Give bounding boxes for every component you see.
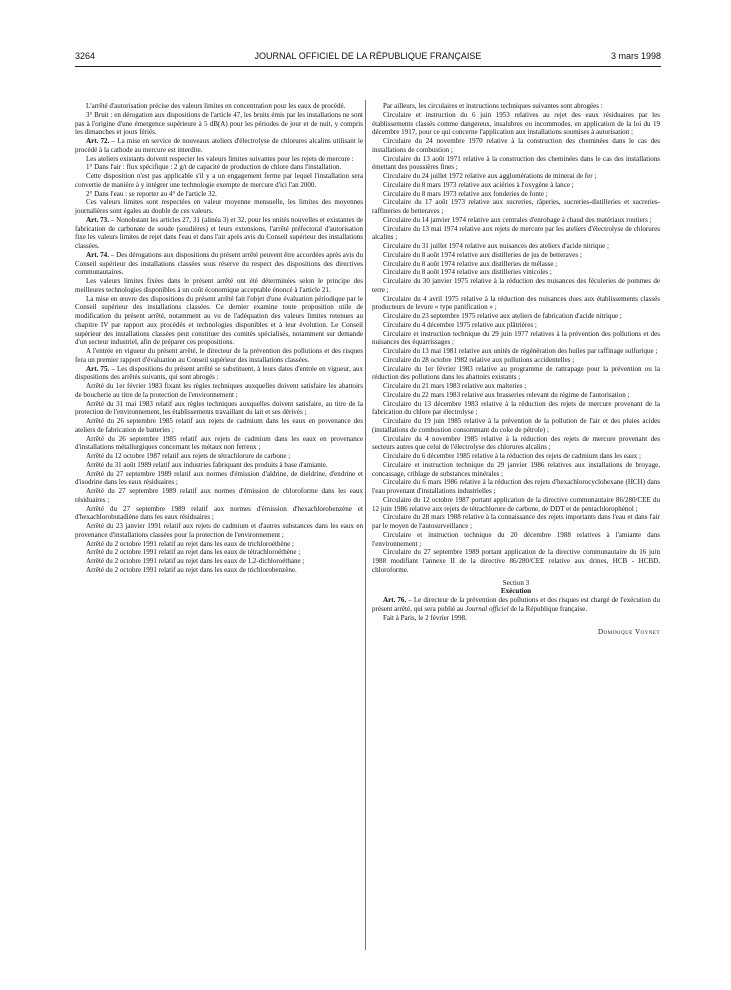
paragraph bbox=[75, 548, 363, 557]
paragraph bbox=[372, 295, 660, 313]
paragraph bbox=[372, 155, 660, 173]
paragraph bbox=[75, 347, 363, 365]
paragraph-text: Cette disposition n'est pas applicable s'il y a un engagement ferme par lequel l'installation sera convertie de manière à y intégrer une technologie exempte de mercure d'ici l'an 2000. bbox=[75, 172, 363, 189]
paragraph bbox=[75, 102, 363, 111]
paragraph bbox=[75, 487, 363, 505]
paragraph-text: 2° Dans l'eau : se reporter au 4° de l'article 32. bbox=[86, 189, 217, 198]
paragraph-text: Circulaire et instruction du 6 juin 1953 relatives au rejet des eaux résiduaires par les établissements classés comme dangereux, insalubres ou incommodes, en application de la loi du 19 décembre 1917, pour ce qui concerne l'application aux installations soumises à autorisation ; bbox=[372, 110, 660, 137]
paragraph-text: 3° Bruit : en dérogation aux dispositions de l'article 47, les bruits émis par les installations ne sont pas à l'origine d'une émergence supérieure à 5 dB(A) pour les périodes de jour et de nuit, y compris les dimanches et jours fériés. bbox=[75, 110, 363, 137]
paragraph-text: Circulaire du 13 mai 1981 relative aux unités de régénération des huiles par raffinage sulfurique ; bbox=[383, 347, 658, 355]
paragraph-text: – Nonobstant les articles 27, 31 (alinéa 3) et 32, pour les unités nouvelles et existantes de fabrication de carbonate de soude (soudières) et leurs extensions, l'arrêté préfectoral d'autorisation fixe les valeurs limites de rejet dans l'eau et dans l'air après avis du Conseil supérieur des installations classées. bbox=[75, 215, 363, 250]
paragraph bbox=[372, 321, 660, 330]
paragraph-text: Arrêté du 2 octobre 1991 relatif au rejet dans les eaux de trichlorobenzène. bbox=[86, 565, 297, 574]
paragraph-text: Arrêté du 27 septembre 1989 relatif aux normes d'émission de chloroforme dans les eaux résiduaires ; bbox=[75, 487, 363, 504]
paragraph-text: Arrêté du 26 septembre 1985 relatif aux rejets de cadmium dans les eaux en provenance des ateliers de fabrication de batteries ; bbox=[75, 417, 363, 434]
paragraph bbox=[372, 400, 660, 418]
paragraph bbox=[372, 225, 660, 243]
paragraph-text: Circulaire du 28 octobre 1982 relative aux pollutions accidentelles ; bbox=[383, 355, 575, 364]
issue-date: 3 mars 1998 bbox=[610, 51, 661, 61]
paragraph-text: Par ailleurs, les circulaires et instructions techniques suivantes sont abrogées : bbox=[383, 102, 603, 110]
paragraph bbox=[75, 566, 363, 575]
paragraph-text: Circulaire du 4 décembre 1975 relative aux plâtrières ; bbox=[383, 320, 537, 329]
article-text-after: de la République française. bbox=[508, 604, 588, 613]
paragraph bbox=[75, 216, 363, 251]
paragraph bbox=[372, 548, 660, 574]
paragraph-text: Circulaire du 13 décembre 1983 relative à la réduction des rejets de mercure provenant de la fabrication du chlore par électrolyse ; bbox=[372, 399, 660, 417]
paragraph-text: Arrêté du 12 octobre 1987 relatif aux rejets de tétrachlorure de carbone ; bbox=[86, 452, 291, 460]
paragraph-text: Ces valeurs limites sont respectées en valeur moyenne mensuelle, les limites des moyennes journalières sont égales au double de ces valeurs. bbox=[75, 198, 363, 215]
paragraph bbox=[372, 277, 660, 295]
paragraph-text: Arrêté du 1er février 1983 fixant les règles techniques auxquelles doivent satisfaire les abattoirs de boucherie au titre de la protection de l'environnement ; bbox=[75, 382, 363, 399]
paragraph-text: Circulaire du 17 août 1973 relative aux sucreries, râperies, sucreries-distilleries et sucreries-raffineries de betteraves ; bbox=[372, 198, 660, 215]
paragraph-text: Circulaire du 8 mars 1973 relative aux aciéries à l'oxygène à lance ; bbox=[383, 180, 574, 189]
right-paragraphs bbox=[372, 102, 660, 575]
article-label: Art. 75. bbox=[86, 364, 110, 373]
paragraph-text: Circulaire du 6 mars 1986 relative à la réduction des rejets d'hexachlorocyclohexane (HCH) dans l'eau provenant d'installations industrielles ; bbox=[372, 478, 660, 495]
paragraph-text: Circulaire du 22 mars 1983 relative aux brasseries relevant du régime de l'autorisation ; bbox=[383, 390, 630, 399]
paragraph bbox=[372, 242, 660, 251]
paragraph bbox=[75, 295, 363, 348]
paragraph-text: L'arrêté d'autorisation précise des valeurs limites en concentration pour les eaux de procédé. bbox=[86, 102, 346, 110]
paragraph bbox=[75, 190, 363, 199]
paragraph bbox=[75, 505, 363, 523]
paragraph bbox=[372, 102, 660, 111]
paragraph-text: Circulaire du 23 septembre 1975 relative aux ateliers de fabrication d'acide nitrique ; bbox=[383, 312, 622, 320]
paragraph bbox=[372, 478, 660, 496]
paragraph-text: Circulaire du 4 novembre 1985 relative à la réduction des rejets de mercure provenant des secteurs autres que celui de l'électrolyse des chlorures alcalins ; bbox=[372, 434, 660, 452]
article-76 bbox=[372, 596, 660, 614]
paragraph bbox=[372, 330, 660, 348]
paragraph-text: Circulaire du 19 juin 1985 relative à la prévention de la pollution de l'air et des pluies acides (installations de combustion consommant du coke de pétrole) ; bbox=[372, 417, 660, 434]
journal-title: JOURNAL OFFICIEL DE LA RÉPUBLIQUE FRANÇAISE bbox=[254, 51, 482, 61]
section-subtitle: Exécution bbox=[500, 587, 532, 596]
paragraph-text: Arrêté du 31 août 1989 relatif aux industries fabriquant des produits à base d'amiante. bbox=[86, 460, 328, 469]
paragraph bbox=[372, 513, 660, 531]
paragraph bbox=[75, 557, 363, 566]
paragraph bbox=[75, 435, 363, 453]
article-label: Art. 76. bbox=[383, 596, 407, 604]
paragraph bbox=[75, 470, 363, 488]
paragraph bbox=[372, 312, 660, 321]
signature: Dominique Voynet bbox=[597, 628, 660, 637]
paragraph bbox=[75, 251, 363, 277]
paragraph-text: Circulaire du 4 avril 1975 relative à la réduction des nuisances dues aux établissements classés producteurs de levure « type panification » ; bbox=[372, 294, 660, 312]
paragraph bbox=[372, 198, 660, 216]
paragraph bbox=[372, 417, 660, 435]
paragraph bbox=[75, 522, 363, 540]
article-text-italic: Journal officiel bbox=[465, 604, 509, 613]
paragraph-text: Circulaire du 12 octobre 1987 portant application de la directive communautaire 86/280/CEE du 12 juin 1986 relative aux rejets de tétrachlorure de carbone, de DDT et de pentachlorophénol ; bbox=[372, 495, 660, 513]
paragraph-text: Circulaire et instruction technique du 29 janvier 1986 relatives aux installations de broyage, concassage, criblage de substances minérales ; bbox=[372, 460, 660, 478]
paragraph bbox=[75, 163, 363, 172]
paragraph-text: Arrêté du 31 mai 1983 relatif aux règles techniques auxquelles doivent satisfaire, au titre de la protection de l'environnement, les établissements travaillant du lait et ses dérivés ; bbox=[75, 399, 363, 417]
paragraph-text: Circulaire du 1er février 1983 relative au programme de rattrapage pour la prévention ou la réduction des pollutions dans les abattoirs existants ; bbox=[372, 364, 660, 382]
paragraph-text: Arrêté du 2 octobre 1991 relatif au rejet dans les eaux de tétrachloroéthène ; bbox=[86, 548, 301, 557]
paragraph bbox=[75, 172, 363, 190]
article-text-before: – Le directeur de la prévention des pollutions et des risques est chargé de l'exécution du présent arrêté, qui sera publié au bbox=[372, 596, 660, 613]
paragraph-text: Arrêté du 27 septembre 1989 relatif aux normes d'émission d'aldrine, de dieldrine, d'endrine et d'isodrine dans les eaux résiduaires ; bbox=[75, 469, 363, 487]
page-header bbox=[75, 51, 661, 65]
paragraph-text: Les valeurs limites fixées dans le présent arrêté ont été déterminées selon le principe des meilleures technologies disponibles à un coût économique acceptable énoncé à l'article 21. bbox=[75, 277, 363, 294]
paragraph-text: Circulaire du 8 mars 1973 relative aux fonderies de fonte ; bbox=[383, 189, 548, 198]
paragraph bbox=[75, 382, 363, 400]
column-divider bbox=[365, 100, 366, 950]
paragraph-text: Circulaire du 24 novembre 1970 relative à la construction des cheminées dans le cas des installations de combustion ; bbox=[372, 137, 660, 154]
paragraph bbox=[372, 137, 660, 155]
paragraph-text: Circulaire du 27 septembre 1989 portant application de la directive communautaire du 16 juin 1988 modifiant l'annexe II de la directive 86/280/CEE relative aux drines, HCB - HCBD, chloroforme. bbox=[372, 548, 660, 574]
paragraph-text: Arrêté du 27 septembre 1989 relatif aux normes d'émission d'hexachlorobenzène et d'hexachlorobutadiène dans les eaux résiduaires ; bbox=[75, 504, 363, 522]
paragraph-text: Arrêté du 2 octobre 1991 relatif au rejet dans les eaux de 1,2-dichloroéthane ; bbox=[86, 557, 305, 565]
paragraph bbox=[75, 452, 363, 461]
page-number: 3264 bbox=[75, 51, 96, 61]
paragraph-text: Circulaire et instruction technique du 29 juin 1977 relatives à la prévention des pollutions et des nuisances des équarrissages ; bbox=[372, 329, 660, 347]
paragraph bbox=[75, 111, 363, 137]
paragraph bbox=[372, 260, 660, 269]
paragraph-text: – La mise en service de nouveaux ateliers d'électrolyse de chlorures alcalins utilisant le procédé à la cathode au mercure est interdite. bbox=[75, 137, 363, 154]
paragraph bbox=[372, 190, 660, 199]
paragraph-text: A l'entrée en vigueur du présent arrêté, le directeur de la prévention des pollutions et des risques fera un premier rapport d'évaluation au Conseil supérieur des installations classées. bbox=[75, 347, 363, 364]
paragraph bbox=[372, 496, 660, 514]
paragraph bbox=[372, 391, 660, 400]
paragraph-text: Circulaire du 13 mai 1974 relative aux rejets de mercure par les ateliers d'électrolyse de chlorures alcalins ; bbox=[372, 224, 660, 242]
paragraph bbox=[372, 251, 660, 260]
paragraph bbox=[75, 400, 363, 418]
paragraph-text: La mise en œuvre des dispositions du présent arrêté fait l'objet d'une évaluation périodique par le Conseil supérieur des installations classées. Ce dernier examine toute proposition utile de modification du présent arrêté, notamment au vu de l'adéquation des valeurs limites retenues au chapitre IV par rapport aux procédés et technologies disponibles et à leur évolution. Le Conseil supérieur des installations classées peut constituer des comités spécialisés, notamment sur demande d'un secteur industriel, afin de préparer ces propositions. bbox=[75, 294, 363, 347]
paragraph-text: Circulaire du 8 août 1974 relative aux distilleries de mélasse ; bbox=[383, 259, 558, 268]
paragraph bbox=[372, 452, 660, 461]
paragraph-text: Circulaire du 13 août 1971 relative à la construction des cheminées dans le cas des installations émettant des poussières fines ; bbox=[372, 154, 660, 172]
paragraph-text: – Les dispositions du présent arrêté se substituent, à leurs dates d'entrée en vigueur, aux dispositions des arrêtés suivants, qui sont abrogés : bbox=[75, 364, 363, 382]
article-label: Art. 74. bbox=[86, 250, 109, 259]
left-column bbox=[75, 102, 363, 575]
right-column bbox=[372, 102, 660, 637]
paragraph-text: Les ateliers existants doivent respecter les valeurs limites suivantes pour les rejets de mercure : bbox=[86, 154, 354, 163]
paragraph bbox=[372, 347, 660, 356]
paragraph-text: Circulaire du 28 mars 1988 relative à la connaissance des rejets importants dans l'eau et dans l'air par le moyen de l'autosurveillance ; bbox=[372, 513, 660, 530]
paragraph-text: 1° Dans l'air : flux spécifique : 2 g/t de capacité de production de chlore dans l'installation. bbox=[86, 163, 342, 172]
paragraph bbox=[75, 198, 363, 216]
place-date: Fait à Paris, le 2 février 1998. bbox=[383, 613, 467, 622]
paragraph-text: Circulaire et instruction technique du 20 décembre 1988 relatives à l'amiante dans l'environnement ; bbox=[372, 530, 660, 548]
paragraph-text: Circulaire du 30 janvier 1975 relative à la réduction des nuisances des féculeries de pommes de terre ; bbox=[372, 277, 660, 294]
section-title: Section 3 bbox=[502, 578, 530, 587]
paragraph bbox=[372, 435, 660, 453]
paragraph-text: Circulaire du 6 décembre 1985 relative à la réduction des rejets de cadmium dans les eaux ; bbox=[383, 452, 641, 460]
paragraph bbox=[75, 461, 363, 470]
paragraph bbox=[372, 382, 660, 391]
paragraph-text: Circulaire du 31 juillet 1974 relative aux nuisances des ateliers d'acide nitrique ; bbox=[383, 242, 609, 250]
paragraph bbox=[372, 356, 660, 365]
paragraph bbox=[372, 216, 660, 225]
paragraph bbox=[372, 111, 660, 137]
paragraph bbox=[75, 417, 363, 435]
paragraph-text: Arrêté du 26 septembre 1985 relatif aux rejets de cadmium dans les eaux en provenance d'installations métallurgiques concernant les métaux non ferreux ; bbox=[75, 434, 363, 452]
paragraph-text: – Des dérogations aux dispositions du présent arrêté peuvent être accordées après avis du Conseil supérieur des installations classées sous réserve du respect des dispositions des directives communautaires. bbox=[75, 250, 363, 277]
paragraph bbox=[372, 268, 660, 277]
paragraph bbox=[75, 155, 363, 164]
paragraph-text: Circulaire du 24 juillet 1972 relative aux agglomérations de minerai de fer ; bbox=[383, 172, 597, 180]
paragraph bbox=[75, 137, 363, 155]
article-label: Art. 72. bbox=[86, 137, 110, 145]
paragraph-text: Circulaire du 8 août 1974 relative aux distilleries vinicoles ; bbox=[383, 268, 552, 277]
paragraph bbox=[372, 181, 660, 190]
paragraph bbox=[75, 540, 363, 549]
paragraph bbox=[75, 365, 363, 383]
paragraph-text: Arrêté du 2 octobre 1991 relatif au rejet dans les eaux de trichloroéthène ; bbox=[86, 539, 294, 548]
paragraph bbox=[372, 365, 660, 383]
paragraph bbox=[372, 172, 660, 181]
article-label: Art. 73. bbox=[86, 215, 109, 224]
header-rule bbox=[75, 66, 661, 67]
paragraph bbox=[372, 531, 660, 549]
paragraph bbox=[372, 461, 660, 479]
paragraph-text: Circulaire du 8 août 1974 relative aux distilleries de jus de betteraves ; bbox=[383, 250, 582, 259]
paragraph-text: Arrêté du 23 janvier 1991 relatif aux rejets de cadmium et d'autres substances dans les eaux en provenance d'installations classées pour la protection de l'environnement ; bbox=[75, 522, 363, 539]
paragraph-text: Circulaire du 21 mars 1983 relative aux malteries ; bbox=[383, 382, 527, 390]
paragraph-text: Circulaire du 14 janvier 1974 relative aux centrales d'enrobage à chaud des matériaux routiers ; bbox=[383, 215, 652, 224]
paragraph bbox=[75, 277, 363, 295]
